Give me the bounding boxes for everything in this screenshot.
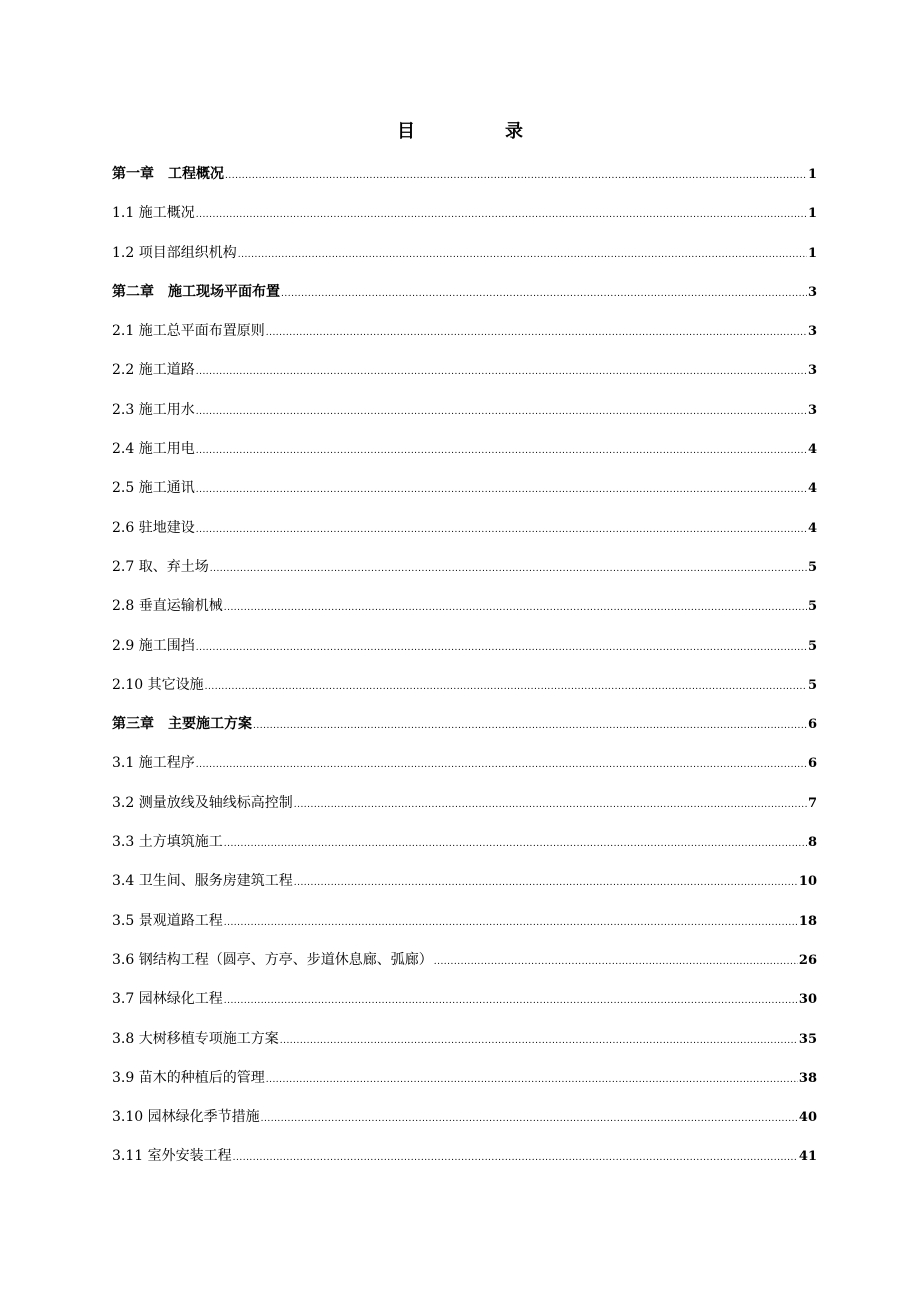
toc-section-entry[interactable] bbox=[112, 1029, 817, 1068]
toc-entry-label: 3.3 土方填筑施工 bbox=[112, 834, 223, 851]
toc-section-entry[interactable] bbox=[112, 1068, 817, 1107]
toc-page-number: 5 bbox=[807, 677, 817, 693]
toc-section-entry[interactable] bbox=[112, 1146, 817, 1185]
toc-entry-label: 2.5 施工通讯 bbox=[112, 480, 195, 497]
toc-page-number: 3 bbox=[807, 284, 817, 300]
toc-dot-leader bbox=[196, 636, 807, 658]
toc-section-entry[interactable] bbox=[112, 871, 817, 910]
toc-page-number: 5 bbox=[807, 638, 817, 654]
toc-page-number: 41 bbox=[798, 1149, 817, 1165]
toc-page-number: 26 bbox=[798, 952, 817, 968]
toc-entry-label: 1.1 施工概况 bbox=[112, 205, 195, 222]
toc-dot-leader bbox=[196, 203, 807, 225]
toc-page-number: 4 bbox=[807, 442, 817, 458]
toc-section-entry[interactable] bbox=[112, 793, 817, 832]
toc-entry-label: 2.10 其它设施 bbox=[112, 676, 204, 693]
toc-dot-leader bbox=[238, 243, 807, 265]
toc-list bbox=[112, 164, 817, 1186]
toc-section-entry[interactable] bbox=[112, 753, 817, 792]
toc-entry-label: 2.9 施工围挡 bbox=[112, 637, 195, 654]
toc-section-entry[interactable] bbox=[112, 989, 817, 1028]
toc-entry-label: 3.11 室外安装工程 bbox=[112, 1148, 232, 1165]
toc-dot-leader bbox=[294, 793, 807, 815]
toc-title: 目 录 bbox=[397, 121, 559, 142]
toc-entry-label: 3.2 测量放线及轴线标高控制 bbox=[112, 794, 293, 811]
toc-dot-leader bbox=[280, 1029, 798, 1051]
toc-dot-leader bbox=[224, 911, 798, 933]
toc-entry-label: 2.1 施工总平面布置原则 bbox=[112, 323, 265, 340]
toc-section-entry[interactable] bbox=[112, 203, 817, 242]
toc-entry-label: 2.6 驻地建设 bbox=[112, 519, 195, 536]
toc-entry-label: 3.5 景观道路工程 bbox=[112, 912, 223, 929]
toc-page-number: 3 bbox=[807, 363, 817, 379]
toc-entry-label: 3.10 园林绿化季节措施 bbox=[112, 1109, 260, 1126]
toc-section-entry[interactable] bbox=[112, 439, 817, 478]
toc-chapter-entry[interactable] bbox=[112, 282, 817, 321]
toc-page-number: 7 bbox=[807, 795, 817, 811]
toc-dot-leader bbox=[224, 596, 807, 618]
toc-page-number: 40 bbox=[798, 1110, 817, 1126]
toc-dot-leader bbox=[266, 321, 807, 343]
toc-page-number: 5 bbox=[807, 559, 817, 575]
toc-page-number: 18 bbox=[798, 913, 817, 929]
toc-entry-label: 3.4 卫生间、服务房建筑工程 bbox=[112, 873, 293, 890]
toc-page-number: 10 bbox=[798, 874, 817, 890]
toc-page-number: 6 bbox=[807, 756, 817, 772]
toc-section-entry[interactable] bbox=[112, 557, 817, 596]
toc-dot-leader bbox=[266, 1068, 798, 1090]
toc-section-entry[interactable] bbox=[112, 243, 817, 282]
toc-page-number: 1 bbox=[807, 245, 817, 261]
toc-page-number: 30 bbox=[798, 992, 817, 1008]
toc-entry-label: 2.3 施工用水 bbox=[112, 401, 195, 418]
toc-page-number: 3 bbox=[807, 324, 817, 340]
toc-page-number: 4 bbox=[807, 520, 817, 536]
toc-section-entry[interactable] bbox=[112, 832, 817, 871]
toc-page-number: 5 bbox=[807, 599, 817, 615]
toc-chapter-entry[interactable] bbox=[112, 164, 817, 203]
toc-dot-leader bbox=[233, 1146, 798, 1168]
toc-entry-label: 3.8 大树移植专项施工方案 bbox=[112, 1030, 279, 1047]
toc-dot-leader bbox=[253, 714, 807, 736]
toc-section-entry[interactable] bbox=[112, 321, 817, 360]
toc-dot-leader bbox=[210, 557, 807, 579]
toc-entry-label: 第二章 施工现场平面布置 bbox=[112, 283, 280, 300]
toc-page-number: 6 bbox=[807, 717, 817, 733]
toc-entry-label: 2.8 垂直运输机械 bbox=[112, 598, 223, 615]
toc-page-number: 3 bbox=[807, 402, 817, 418]
toc-dot-leader bbox=[294, 871, 798, 893]
toc-dot-leader bbox=[281, 282, 807, 304]
toc-entry-label: 3.6 钢结构工程（圆亭、方亭、步道休息廊、弧廊） bbox=[112, 951, 433, 968]
toc-section-entry[interactable] bbox=[112, 950, 817, 989]
toc-section-entry[interactable] bbox=[112, 518, 817, 557]
toc-section-entry[interactable] bbox=[112, 360, 817, 399]
toc-entry-label: 2.2 施工道路 bbox=[112, 362, 195, 379]
toc-section-entry[interactable] bbox=[112, 675, 817, 714]
toc-section-entry[interactable] bbox=[112, 400, 817, 439]
toc-entry-label: 3.7 园林绿化工程 bbox=[112, 991, 223, 1008]
toc-dot-leader bbox=[225, 164, 807, 186]
toc-section-entry[interactable] bbox=[112, 478, 817, 517]
toc-section-entry[interactable] bbox=[112, 1107, 817, 1146]
toc-page-number: 35 bbox=[798, 1031, 817, 1047]
toc-page-number: 1 bbox=[807, 206, 817, 222]
toc-entry-label: 1.2 项目部组织机构 bbox=[112, 244, 237, 261]
toc-chapter-entry[interactable] bbox=[112, 714, 817, 753]
toc-dot-leader bbox=[196, 518, 807, 540]
toc-dot-leader bbox=[434, 950, 798, 972]
toc-page-number: 8 bbox=[807, 835, 817, 851]
toc-dot-leader bbox=[261, 1107, 798, 1129]
toc-entry-label: 2.4 施工用电 bbox=[112, 441, 195, 458]
toc-dot-leader bbox=[205, 675, 807, 697]
toc-section-entry[interactable] bbox=[112, 596, 817, 635]
toc-dot-leader bbox=[196, 439, 807, 461]
toc-dot-leader bbox=[224, 832, 807, 854]
toc-page-number: 4 bbox=[807, 481, 817, 497]
toc-entry-label: 2.7 取、弃土场 bbox=[112, 558, 209, 575]
toc-section-entry[interactable] bbox=[112, 636, 817, 675]
toc-entry-label: 第三章 主要施工方案 bbox=[112, 716, 252, 733]
toc-dot-leader bbox=[224, 989, 798, 1011]
toc-entry-label: 第一章 工程概况 bbox=[112, 166, 224, 182]
toc-dot-leader bbox=[196, 360, 807, 382]
toc-dot-leader bbox=[196, 478, 807, 500]
toc-dot-leader bbox=[196, 753, 807, 775]
toc-page-number: 1 bbox=[807, 167, 817, 182]
toc-entry-label: 3.9 苗木的种植后的管理 bbox=[112, 1069, 265, 1086]
toc-page-number: 38 bbox=[798, 1070, 817, 1086]
toc-entry-label: 3.1 施工程序 bbox=[112, 755, 195, 772]
toc-dot-leader bbox=[196, 400, 807, 422]
toc-section-entry[interactable] bbox=[112, 911, 817, 950]
